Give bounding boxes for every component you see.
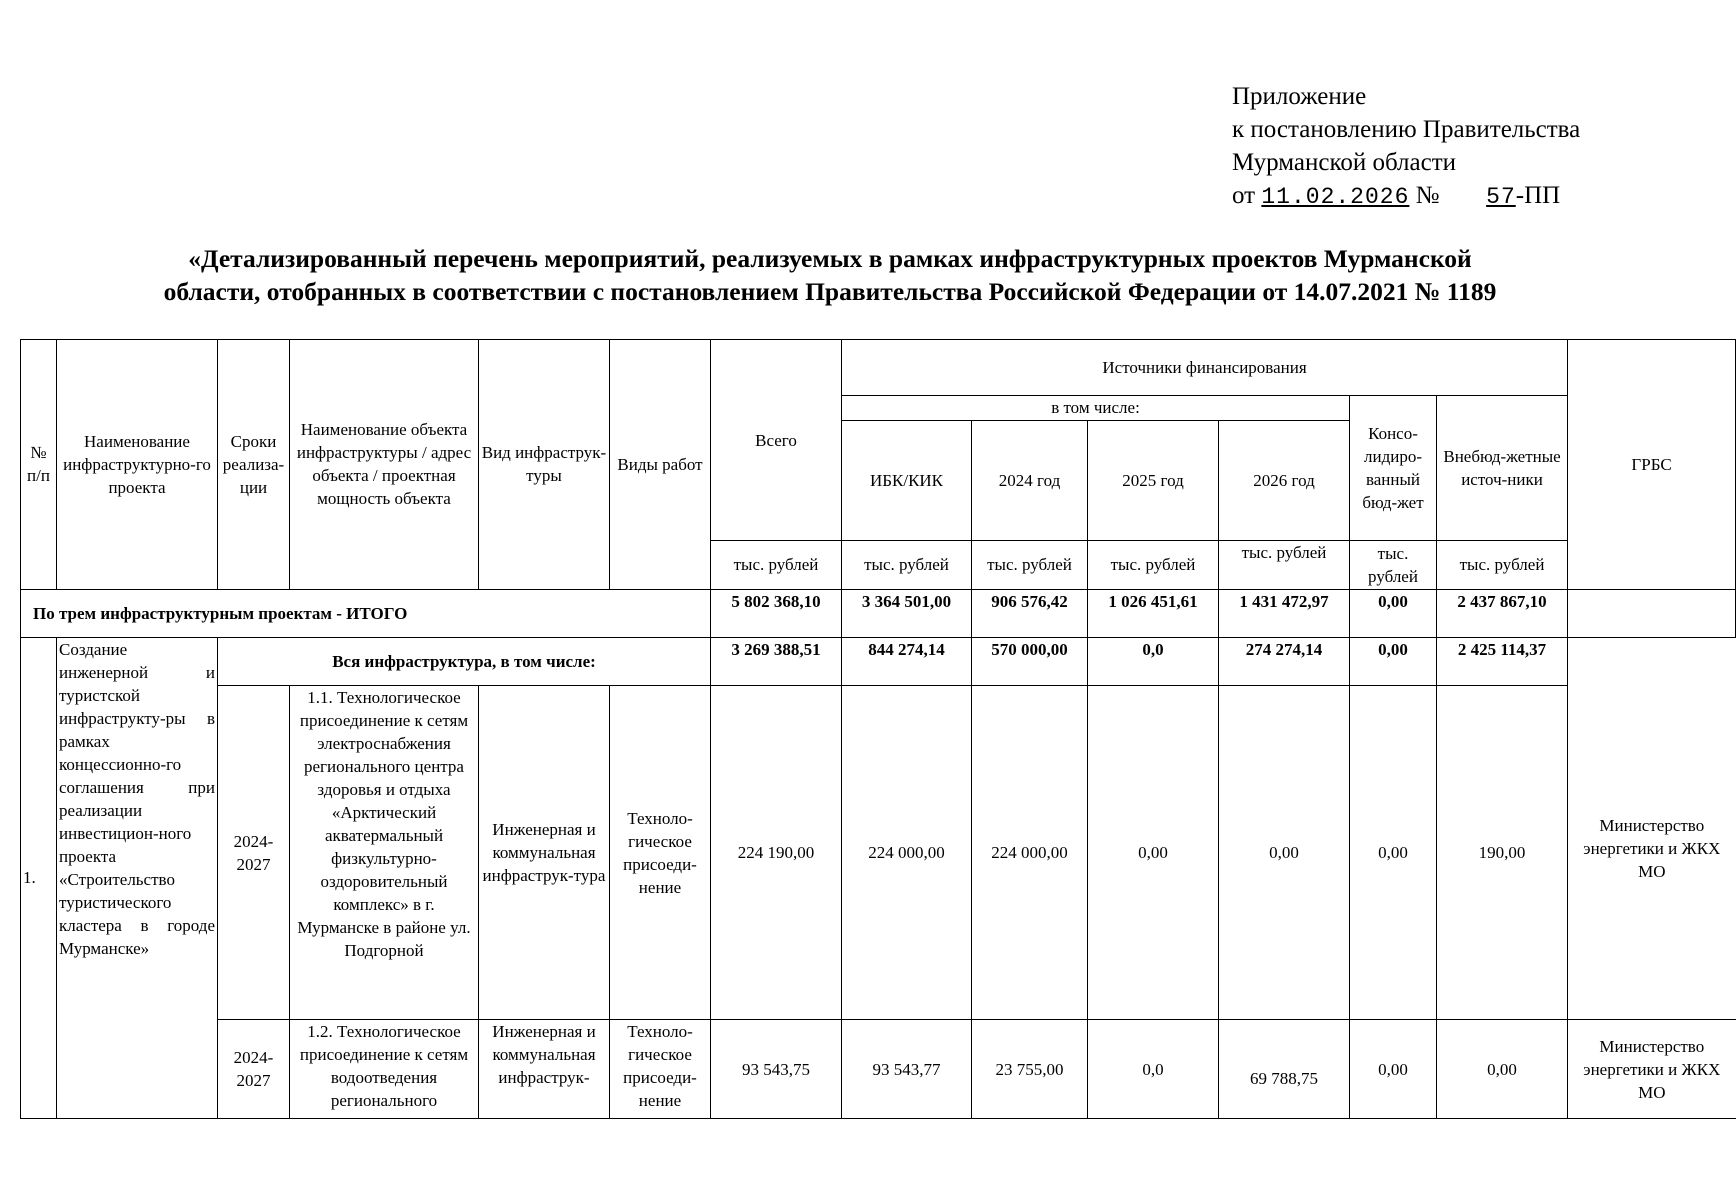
appendix-block [1232, 80, 1672, 214]
financing-table [20, 339, 1736, 1119]
subtotal-ibk: 844 274,14 [842, 637, 972, 685]
header-terms: Сроки реализа-ции [218, 340, 290, 590]
header-including: в том числе: [842, 396, 1350, 420]
header-row-1 [21, 340, 1736, 396]
title-line-2: области, отобранных в соответствии с постановлением Правительства Российской Федерации от 14.07.2021 № 1189 [163, 277, 1497, 306]
item-1-2-terms: 2024-2027 [218, 1020, 290, 1119]
header-works: Виды работ [610, 340, 711, 590]
project-1-subtotal-row [21, 637, 1736, 685]
appendix-line-2: к постановлению Правительства [1232, 116, 1581, 143]
subtotal-total: 3 269 388,51 [711, 637, 842, 685]
project-1-num: 1. [21, 637, 57, 1118]
total-row-offbudget: 2 437 867,10 [1437, 589, 1568, 637]
item-1-2-row [21, 1020, 1736, 1119]
item-1-2-2024: 23 755,00 [972, 1020, 1088, 1119]
header-sources: Источники финансирования [842, 340, 1568, 396]
total-row-total: 5 802 368,10 [711, 589, 842, 637]
unit-total: тыс. рублей [711, 541, 842, 589]
total-row-2024: 906 576,42 [972, 589, 1088, 637]
item-1-2-2026: 69 788,75 [1219, 1020, 1350, 1119]
item-1-1-2025: 0,00 [1088, 686, 1219, 1020]
appendix-line-1: Приложение [1232, 83, 1367, 110]
subtotal-2025: 0,0 [1088, 637, 1219, 685]
item-1-2-total: 93 543,75 [711, 1020, 842, 1119]
unit-2026: тыс. рублей [1219, 541, 1350, 589]
item-1-2-infra-type: Инженерная и коммунальная инфраструк- [479, 1020, 610, 1119]
subtotal-consolidated: 0,00 [1350, 637, 1437, 685]
unit-offbudget: тыс. рублей [1437, 541, 1568, 589]
header-consolidated: Консо-лидиро-ванный бюд-жет [1350, 396, 1437, 541]
subtotal-offbudget: 2 425 114,37 [1437, 637, 1568, 685]
unit-2024: тыс. рублей [972, 541, 1088, 589]
total-row-grbs [1568, 589, 1736, 637]
subtotal-2024: 570 000,00 [972, 637, 1088, 685]
number-sign: № [1415, 182, 1440, 209]
item-1-1-grbs: Министерство энергетики и ЖКХ МО [1568, 637, 1736, 1019]
appendix-number: 57 [1486, 184, 1516, 210]
header-infra-type: Вид инфраструк-туры [479, 340, 610, 590]
item-1-1-2026: 0,00 [1219, 686, 1350, 1020]
item-1-2-consolidated: 0,00 [1350, 1020, 1437, 1119]
item-1-1-terms: 2024-2027 [218, 686, 290, 1020]
header-num: № п/п [21, 340, 57, 590]
header-2026: 2026 год [1219, 420, 1350, 541]
unit-consolidated: тыс. рублей [1350, 541, 1437, 589]
appendix-date: 11.02.2026 [1261, 184, 1410, 210]
total-row-ibk: 3 364 501,00 [842, 589, 972, 637]
item-1-1-object: 1.1. Технологическое присоединение к сетям электроснабжения регионального центра здоровья и отдыха «Арктический акватермальный физкультурно-оздоровительный комплекс» в г. Мурманске в районе ул. Подгорной [290, 686, 479, 1020]
header-2025: 2025 год [1088, 420, 1219, 541]
appendix-date-line [1232, 179, 1672, 214]
subtotal-label: Вся инфраструктура, в том числе: [218, 637, 711, 685]
header-ibk: ИБК/КИК [842, 420, 972, 541]
total-row-2025: 1 026 451,61 [1088, 589, 1219, 637]
item-1-1-row [21, 686, 1736, 1020]
header-offbudget: Внебюд-жетные источ-ники [1437, 396, 1568, 541]
number-suffix: -ПП [1515, 182, 1561, 209]
header-total: Всего [711, 340, 842, 541]
item-1-1-infra-type: Инженерная и коммунальная инфраструк-тура [479, 686, 610, 1020]
header-object: Наименование объекта инфраструктуры / адрес объекта / проектная мощность объекта [290, 340, 479, 590]
item-1-1-works: Техноло-гическое присоеди-нение [610, 686, 711, 1020]
total-row [21, 589, 1736, 637]
item-1-1-total: 224 190,00 [711, 686, 842, 1020]
item-1-1-consolidated: 0,00 [1350, 686, 1437, 1020]
total-row-label: По трем инфраструктурным проектам - ИТОГО [21, 589, 711, 637]
item-1-1-2024: 224 000,00 [972, 686, 1088, 1020]
date-prefix: от [1232, 182, 1256, 209]
unit-ibk: тыс. рублей [842, 541, 972, 589]
item-1-2-works: Техноло-гическое присоеди-нение [610, 1020, 711, 1119]
header-2024: 2024 год [972, 420, 1088, 541]
document-title [60, 242, 1600, 308]
item-1-2-ibk: 93 543,77 [842, 1020, 972, 1119]
item-1-1-offbudget: 190,00 [1437, 686, 1568, 1020]
total-row-consolidated: 0,00 [1350, 589, 1437, 637]
subtotal-2026: 274 274,14 [1219, 637, 1350, 685]
total-row-2026: 1 431 472,97 [1219, 589, 1350, 637]
item-1-2-object: 1.2. Технологическое присоединение к сетям водоотведения регионального [290, 1020, 479, 1119]
item-1-2-offbudget: 0,00 [1437, 1020, 1568, 1119]
appendix-line-3: Мурманской области [1232, 149, 1457, 176]
title-line-1: «Детализированный перечень мероприятий, реализуемых в рамках инфраструктурных проектов Мурманской [188, 244, 1472, 273]
item-1-1-ibk: 224 000,00 [842, 686, 972, 1020]
item-1-2-grbs: Министерство энергетики и ЖКХ МО [1568, 1020, 1736, 1119]
header-grbs: ГРБС [1568, 340, 1736, 590]
header-project: Наименование инфраструктурно-го проекта [57, 340, 218, 590]
project-1-name: Создание инженерной и туристской инфраструкту-ры в рамках концессионно-го соглашения при реализации инвестицион-ного проекта «Строительство туристического кластера в городе Мурманске» [57, 637, 218, 1118]
unit-2025: тыс. рублей [1088, 541, 1219, 589]
item-1-2-2025: 0,0 [1088, 1020, 1219, 1119]
